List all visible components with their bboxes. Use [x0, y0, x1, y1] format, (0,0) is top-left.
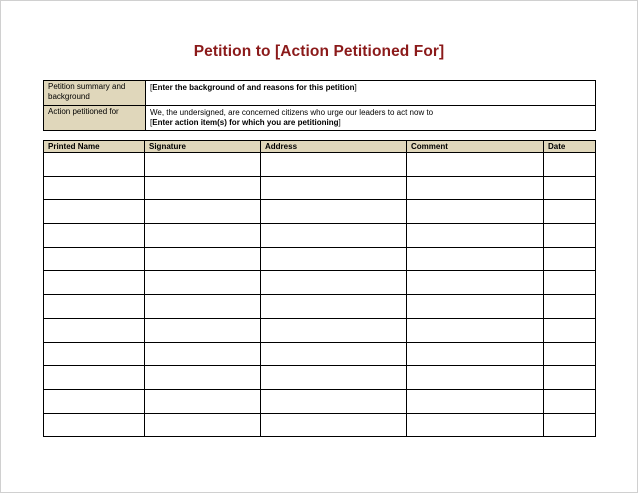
address-cell[interactable] — [261, 153, 407, 177]
address-cell[interactable] — [261, 176, 407, 200]
comment-cell[interactable] — [407, 318, 544, 342]
printed-name-cell[interactable] — [44, 271, 145, 295]
date-cell[interactable] — [544, 366, 596, 390]
table-row — [44, 295, 596, 319]
printed-name-cell[interactable] — [44, 413, 145, 437]
action-value-cell[interactable]: We, the undersigned, are concerned citizens who urge our leaders to act now to [Enter action item(s) for which you are petitioning] — [146, 106, 596, 131]
signature-table-body — [44, 153, 596, 437]
column-header-date: Date — [544, 141, 596, 153]
address-cell[interactable] — [261, 200, 407, 224]
date-cell[interactable] — [544, 176, 596, 200]
address-cell[interactable] — [261, 342, 407, 366]
address-cell[interactable] — [261, 413, 407, 437]
table-row — [44, 342, 596, 366]
summary-value: Enter the background of and reasons for this petition — [152, 83, 355, 92]
address-cell[interactable] — [261, 318, 407, 342]
comment-cell[interactable] — [407, 176, 544, 200]
printed-name-cell[interactable] — [44, 366, 145, 390]
signature-cell[interactable] — [145, 342, 261, 366]
address-cell[interactable] — [261, 271, 407, 295]
printed-name-cell[interactable] — [44, 200, 145, 224]
signature-cell[interactable] — [145, 366, 261, 390]
petition-info-table — [43, 80, 596, 131]
table-row — [44, 366, 596, 390]
signature-table-header — [44, 141, 596, 153]
column-header-address: Address — [261, 141, 407, 153]
table-row — [44, 318, 596, 342]
comment-cell[interactable] — [407, 153, 544, 177]
printed-name-cell[interactable] — [44, 153, 145, 177]
signature-cell[interactable] — [145, 295, 261, 319]
signature-cell[interactable] — [145, 389, 261, 413]
date-cell[interactable] — [544, 153, 596, 177]
address-cell[interactable] — [261, 389, 407, 413]
action-intro-text: We, the undersigned, are concerned citizens who urge our leaders to act now to — [150, 108, 434, 117]
printed-name-cell[interactable] — [44, 342, 145, 366]
table-row — [44, 389, 596, 413]
date-cell[interactable] — [544, 271, 596, 295]
printed-name-cell[interactable] — [44, 318, 145, 342]
date-cell[interactable] — [544, 295, 596, 319]
table-row — [44, 176, 596, 200]
signature-cell[interactable] — [145, 153, 261, 177]
column-header-comment: Comment — [407, 141, 544, 153]
table-row — [44, 413, 596, 437]
date-cell[interactable] — [544, 200, 596, 224]
table-row — [44, 153, 596, 177]
table-row — [44, 247, 596, 271]
column-header-signature: Signature — [145, 141, 261, 153]
printed-name-cell[interactable] — [44, 295, 145, 319]
signature-cell[interactable] — [145, 318, 261, 342]
action-item-placeholder: Enter action item(s) for which you are petitioning — [152, 118, 339, 127]
printed-name-cell[interactable] — [44, 247, 145, 271]
date-cell[interactable] — [544, 342, 596, 366]
comment-cell[interactable] — [407, 224, 544, 248]
signature-table — [43, 140, 596, 437]
table-row — [44, 271, 596, 295]
table-row — [44, 200, 596, 224]
comment-cell[interactable] — [407, 366, 544, 390]
signature-cell[interactable] — [145, 247, 261, 271]
printed-name-cell[interactable] — [44, 176, 145, 200]
date-cell[interactable] — [544, 224, 596, 248]
comment-cell[interactable] — [407, 413, 544, 437]
printed-name-cell[interactable] — [44, 389, 145, 413]
signature-cell[interactable] — [145, 224, 261, 248]
comment-cell[interactable] — [407, 271, 544, 295]
comment-cell[interactable] — [407, 247, 544, 271]
action-row — [44, 106, 596, 131]
summary-row — [44, 81, 596, 106]
comment-cell[interactable] — [407, 342, 544, 366]
address-cell[interactable] — [261, 224, 407, 248]
column-header-printed-name: Printed Name — [44, 141, 145, 153]
action-label: Action petitioned for — [44, 106, 146, 131]
comment-cell[interactable] — [407, 200, 544, 224]
signature-cell[interactable] — [145, 176, 261, 200]
signature-cell[interactable] — [145, 413, 261, 437]
petition-title: Petition to [Action Petitioned For] — [193, 43, 445, 60]
address-cell[interactable] — [261, 295, 407, 319]
comment-cell[interactable] — [407, 389, 544, 413]
table-row — [44, 224, 596, 248]
summary-label: Petition summary and background — [44, 81, 146, 106]
address-cell[interactable] — [261, 366, 407, 390]
date-cell[interactable] — [544, 413, 596, 437]
date-cell[interactable] — [544, 318, 596, 342]
summary-value-cell[interactable]: [Enter the background of and reasons for this petition] — [146, 81, 596, 106]
comment-cell[interactable] — [407, 295, 544, 319]
date-cell[interactable] — [544, 389, 596, 413]
address-cell[interactable] — [261, 247, 407, 271]
printed-name-cell[interactable] — [44, 224, 145, 248]
signature-cell[interactable] — [145, 200, 261, 224]
date-cell[interactable] — [544, 247, 596, 271]
signature-cell[interactable] — [145, 271, 261, 295]
